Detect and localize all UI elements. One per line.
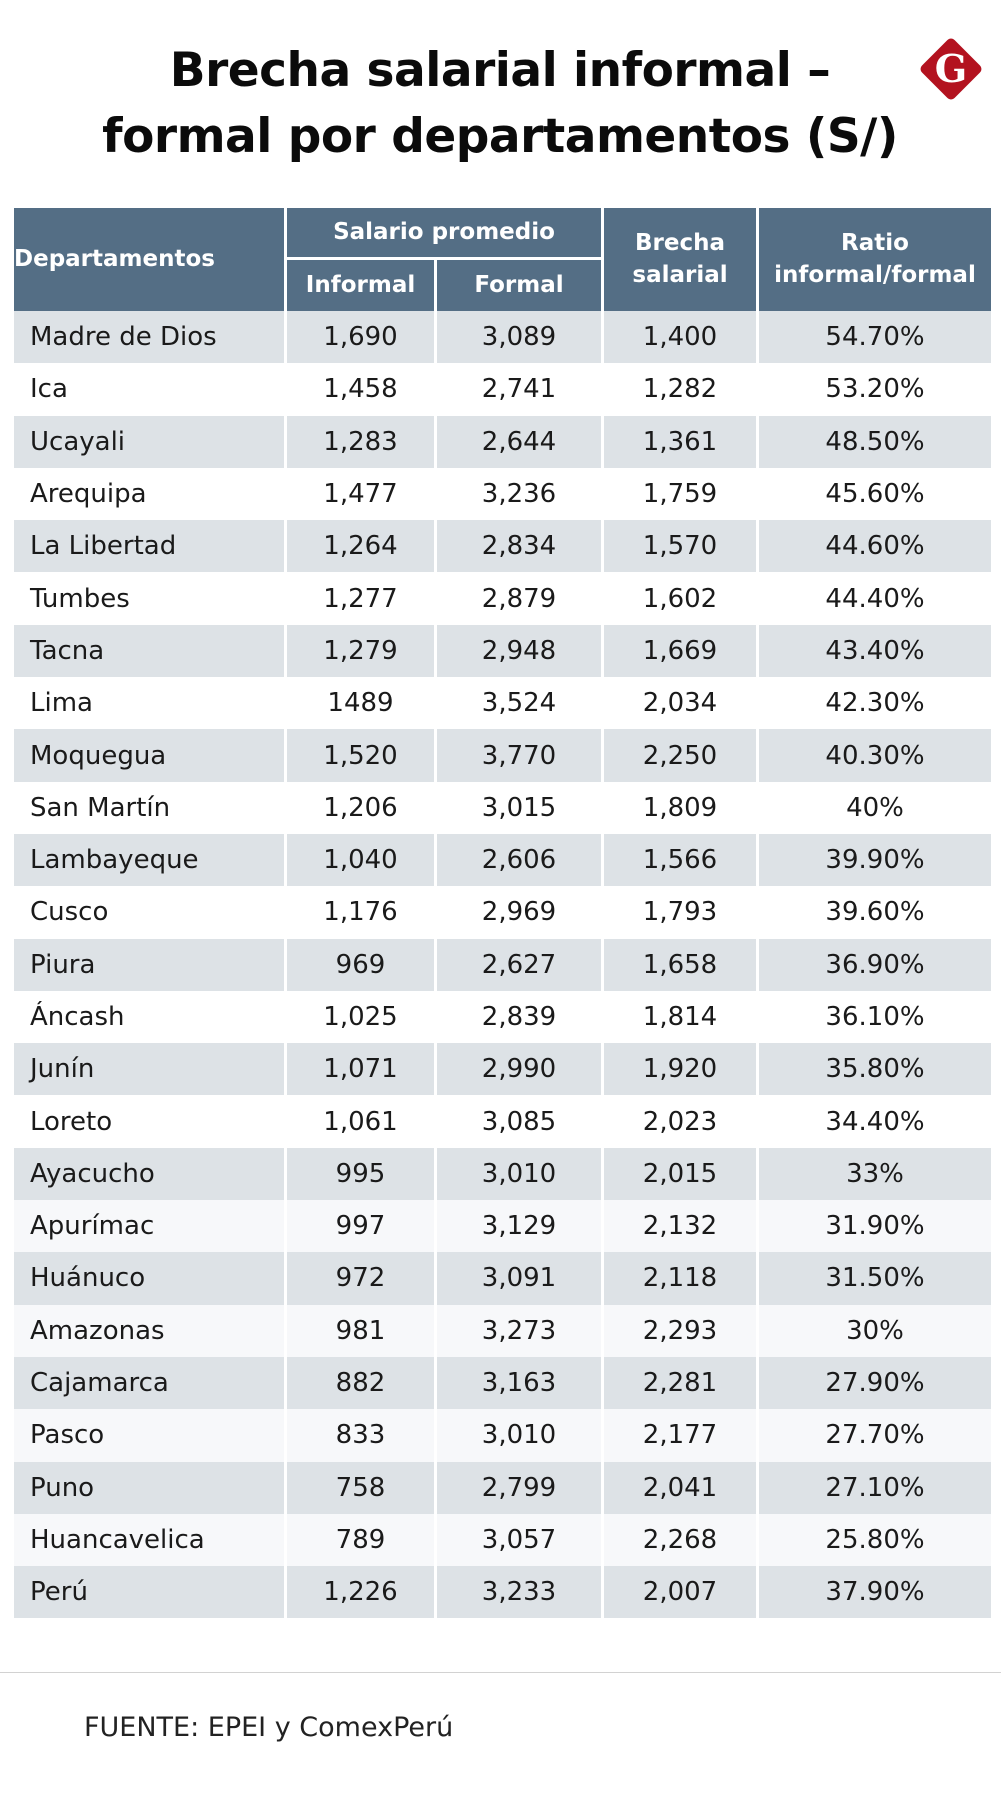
cell-formal: 3,089 xyxy=(437,311,601,363)
cell-brecha: 1,920 xyxy=(604,1043,756,1095)
cell-informal: 1,277 xyxy=(287,572,434,624)
cell-brecha: 1,669 xyxy=(604,625,756,677)
cell-departamento: Huancavelica xyxy=(14,1514,284,1566)
cell-ratio: 31.50% xyxy=(759,1252,991,1304)
cell-ratio: 25.80% xyxy=(759,1514,991,1566)
table-row xyxy=(14,572,991,624)
cell-brecha: 2,007 xyxy=(604,1566,756,1618)
title-line-2: formal por departamentos (S/) xyxy=(102,109,898,164)
chart-title xyxy=(40,38,960,170)
header-formal: Formal xyxy=(437,260,601,311)
cell-departamento: Arequipa xyxy=(14,468,284,520)
table-row xyxy=(14,363,991,415)
cell-brecha: 1,400 xyxy=(604,311,756,363)
cell-departamento: Ayacucho xyxy=(14,1148,284,1200)
cell-departamento: Perú xyxy=(14,1566,284,1618)
table-row xyxy=(14,625,991,677)
title-line-1: Brecha salarial informal – xyxy=(169,43,831,98)
cell-informal: 882 xyxy=(287,1357,434,1409)
table-row xyxy=(14,939,991,991)
header-informal: Informal xyxy=(287,260,434,311)
cell-informal: 1,279 xyxy=(287,625,434,677)
cell-informal: 1489 xyxy=(287,677,434,729)
cell-formal: 3,236 xyxy=(437,468,601,520)
table-row xyxy=(14,520,991,572)
cell-formal: 2,839 xyxy=(437,991,601,1043)
cell-informal: 789 xyxy=(287,1514,434,1566)
cell-informal: 1,071 xyxy=(287,1043,434,1095)
cell-formal: 3,091 xyxy=(437,1252,601,1304)
cell-departamento: Lambayeque xyxy=(14,834,284,886)
cell-informal: 1,283 xyxy=(287,416,434,468)
table-row xyxy=(14,1200,991,1252)
cell-formal: 2,879 xyxy=(437,572,601,624)
cell-formal: 3,057 xyxy=(437,1514,601,1566)
cell-brecha: 1,570 xyxy=(604,520,756,572)
cell-informal: 1,040 xyxy=(287,834,434,886)
table-row xyxy=(14,834,991,886)
cell-ratio: 34.40% xyxy=(759,1095,991,1147)
cell-departamento: Apurímac xyxy=(14,1200,284,1252)
table-row xyxy=(14,1305,991,1357)
cell-ratio: 27.10% xyxy=(759,1462,991,1514)
cell-ratio: 40% xyxy=(759,782,991,834)
cell-departamento: La Libertad xyxy=(14,520,284,572)
cell-ratio: 36.10% xyxy=(759,991,991,1043)
cell-informal: 1,025 xyxy=(287,991,434,1043)
cell-ratio: 39.60% xyxy=(759,886,991,938)
cell-brecha: 2,118 xyxy=(604,1252,756,1304)
cell-brecha: 1,602 xyxy=(604,572,756,624)
cell-informal: 1,176 xyxy=(287,886,434,938)
cell-informal: 1,458 xyxy=(287,363,434,415)
cell-departamento: Huánuco xyxy=(14,1252,284,1304)
cell-ratio: 54.70% xyxy=(759,311,991,363)
cell-formal: 3,770 xyxy=(437,729,601,781)
cell-formal: 2,627 xyxy=(437,939,601,991)
cell-formal: 3,273 xyxy=(437,1305,601,1357)
cell-ratio: 42.30% xyxy=(759,677,991,729)
cell-ratio: 53.20% xyxy=(759,363,991,415)
table-row xyxy=(14,1514,991,1566)
header-ratio xyxy=(759,208,991,311)
cell-ratio: 33% xyxy=(759,1148,991,1200)
table-row xyxy=(14,1252,991,1304)
cell-brecha: 2,250 xyxy=(604,729,756,781)
cell-ratio: 27.70% xyxy=(759,1409,991,1461)
cell-ratio: 45.60% xyxy=(759,468,991,520)
header-ratio-line-1: Ratio xyxy=(841,230,909,257)
table-row xyxy=(14,468,991,520)
cell-departamento: Lima xyxy=(14,677,284,729)
cell-formal: 3,163 xyxy=(437,1357,601,1409)
cell-ratio: 43.40% xyxy=(759,625,991,677)
cell-departamento: Madre de Dios xyxy=(14,311,284,363)
cell-departamento: Junín xyxy=(14,1043,284,1095)
cell-informal: 972 xyxy=(287,1252,434,1304)
cell-departamento: Moquegua xyxy=(14,729,284,781)
table-row xyxy=(14,991,991,1043)
cell-formal: 3,010 xyxy=(437,1409,601,1461)
cell-departamento: San Martín xyxy=(14,782,284,834)
table-row xyxy=(14,1148,991,1200)
cell-departamento: Pasco xyxy=(14,1409,284,1461)
cell-formal: 2,741 xyxy=(437,363,601,415)
cell-informal: 758 xyxy=(287,1462,434,1514)
source-note: FUENTE: EPEI y ComexPerú xyxy=(84,1712,454,1743)
cell-brecha: 2,041 xyxy=(604,1462,756,1514)
cell-ratio: 40.30% xyxy=(759,729,991,781)
cell-informal: 1,520 xyxy=(287,729,434,781)
cell-informal: 1,690 xyxy=(287,311,434,363)
cell-ratio: 48.50% xyxy=(759,416,991,468)
cell-brecha: 1,809 xyxy=(604,782,756,834)
cell-formal: 2,990 xyxy=(437,1043,601,1095)
cell-formal: 3,015 xyxy=(437,782,601,834)
cell-departamento: Piura xyxy=(14,939,284,991)
g-logo-diamond-icon xyxy=(912,30,990,108)
header-departamentos: Departamentos xyxy=(14,208,284,311)
cell-brecha: 1,814 xyxy=(604,991,756,1043)
cell-informal: 833 xyxy=(287,1409,434,1461)
cell-brecha: 1,759 xyxy=(604,468,756,520)
footer-divider xyxy=(0,1672,1001,1673)
cell-informal: 969 xyxy=(287,939,434,991)
cell-departamento: Amazonas xyxy=(14,1305,284,1357)
cell-ratio: 37.90% xyxy=(759,1566,991,1618)
cell-formal: 2,606 xyxy=(437,834,601,886)
cell-brecha: 1,566 xyxy=(604,834,756,886)
table-row xyxy=(14,1043,991,1095)
cell-brecha: 1,282 xyxy=(604,363,756,415)
cell-formal: 3,085 xyxy=(437,1095,601,1147)
table-body xyxy=(14,311,991,1618)
cell-informal: 995 xyxy=(287,1148,434,1200)
cell-departamento: Áncash xyxy=(14,991,284,1043)
cell-formal: 3,233 xyxy=(437,1566,601,1618)
cell-brecha: 2,034 xyxy=(604,677,756,729)
cell-formal: 2,644 xyxy=(437,416,601,468)
cell-departamento: Puno xyxy=(14,1462,284,1514)
cell-ratio: 30% xyxy=(759,1305,991,1357)
table-row xyxy=(14,1409,991,1461)
table-row xyxy=(14,1357,991,1409)
cell-formal: 3,129 xyxy=(437,1200,601,1252)
table-row xyxy=(14,416,991,468)
table-row xyxy=(14,311,991,363)
cell-formal: 2,799 xyxy=(437,1462,601,1514)
table-row xyxy=(14,729,991,781)
cell-departamento: Ica xyxy=(14,363,284,415)
cell-brecha: 2,023 xyxy=(604,1095,756,1147)
cell-ratio: 44.60% xyxy=(759,520,991,572)
cell-formal: 2,969 xyxy=(437,886,601,938)
header-ratio-line-2: informal/formal xyxy=(774,261,976,288)
cell-ratio: 35.80% xyxy=(759,1043,991,1095)
cell-departamento: Tumbes xyxy=(14,572,284,624)
cell-ratio: 44.40% xyxy=(759,572,991,624)
cell-ratio: 31.90% xyxy=(759,1200,991,1252)
cell-departamento: Cajamarca xyxy=(14,1357,284,1409)
cell-informal: 1,226 xyxy=(287,1566,434,1618)
cell-ratio: 36.90% xyxy=(759,939,991,991)
cell-ratio: 27.90% xyxy=(759,1357,991,1409)
cell-brecha: 1,361 xyxy=(604,416,756,468)
table-row xyxy=(14,1462,991,1514)
cell-formal: 2,948 xyxy=(437,625,601,677)
cell-departamento: Ucayali xyxy=(14,416,284,468)
cell-brecha: 2,281 xyxy=(604,1357,756,1409)
cell-brecha: 2,293 xyxy=(604,1305,756,1357)
cell-brecha: 2,132 xyxy=(604,1200,756,1252)
cell-informal: 1,061 xyxy=(287,1095,434,1147)
header-brecha-line-2: salarial xyxy=(632,261,728,288)
header-salario-promedio: Salario promedio xyxy=(287,208,601,260)
cell-departamento: Cusco xyxy=(14,886,284,938)
table-row xyxy=(14,782,991,834)
cell-brecha: 2,268 xyxy=(604,1514,756,1566)
cell-informal: 1,477 xyxy=(287,468,434,520)
table-row xyxy=(14,677,991,729)
table-row xyxy=(14,886,991,938)
salary-gap-table xyxy=(11,208,994,1618)
cell-informal: 997 xyxy=(287,1200,434,1252)
cell-informal: 981 xyxy=(287,1305,434,1357)
cell-formal: 2,834 xyxy=(437,520,601,572)
table-row xyxy=(14,1566,991,1618)
logo-letter: G xyxy=(934,46,968,91)
table-row xyxy=(14,1095,991,1147)
cell-departamento: Tacna xyxy=(14,625,284,677)
cell-formal: 3,524 xyxy=(437,677,601,729)
cell-brecha: 2,177 xyxy=(604,1409,756,1461)
cell-brecha: 2,015 xyxy=(604,1148,756,1200)
cell-formal: 3,010 xyxy=(437,1148,601,1200)
header-brecha-line-1: Brecha xyxy=(634,230,725,257)
header-brecha-salarial xyxy=(604,208,756,311)
cell-informal: 1,206 xyxy=(287,782,434,834)
cell-informal: 1,264 xyxy=(287,520,434,572)
cell-brecha: 1,658 xyxy=(604,939,756,991)
cell-departamento: Loreto xyxy=(14,1095,284,1147)
cell-brecha: 1,793 xyxy=(604,886,756,938)
cell-ratio: 39.90% xyxy=(759,834,991,886)
